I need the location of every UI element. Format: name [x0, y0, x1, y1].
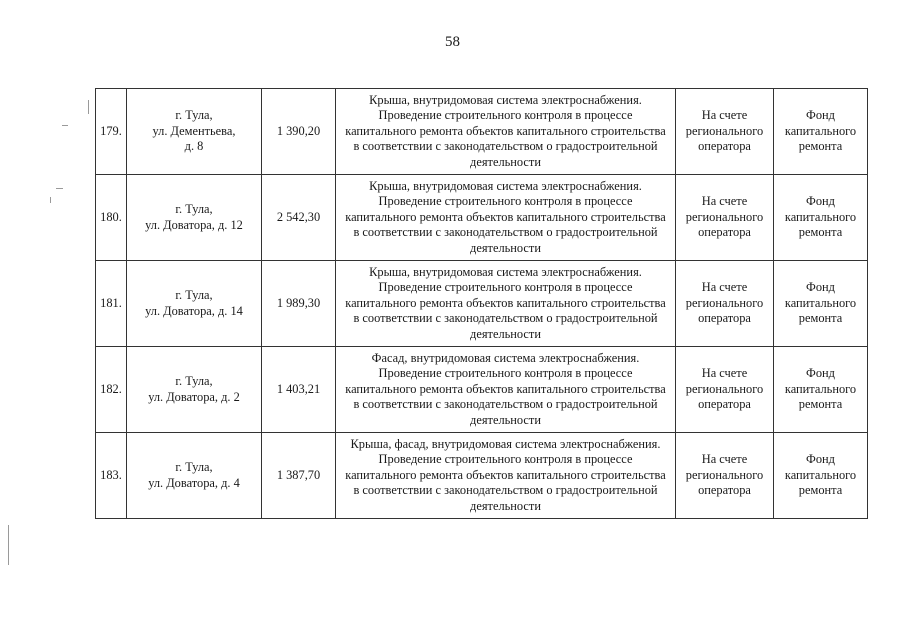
- table-row: [96, 175, 868, 261]
- cost-cell: 1 989,30: [262, 261, 336, 347]
- row-number: 182.: [96, 347, 127, 433]
- account-cell: На счете регионального оператора: [676, 89, 774, 175]
- cost-cell: 1 390,20: [262, 89, 336, 175]
- address-cell: г. Тула, ул. Доватора, д. 14: [127, 261, 262, 347]
- address-cell: г. Тула, ул. Доватора, д. 4: [127, 433, 262, 519]
- fund-cell: Фонд капитального ремонта: [774, 433, 868, 519]
- row-number: 180.: [96, 175, 127, 261]
- work-description-cell: Крыша, фасад, внутридомовая система электроснабжения. Проведение строительного контроля в процессе капитального ремонта объектов капитального строительства в соответствии с законодательством о градостроительной деятельности: [336, 433, 676, 519]
- work-description-cell: Крыша, внутридомовая система электроснабжения. Проведение строительного контроля в процессе капитального ремонта объектов капитального строительства в соответствии с законодательством о градостроительной деятельности: [336, 261, 676, 347]
- row-number: 181.: [96, 261, 127, 347]
- scan-mark: [50, 197, 51, 203]
- scan-mark: [62, 125, 68, 126]
- fund-cell: Фонд капитального ремонта: [774, 89, 868, 175]
- scan-mark: [8, 525, 9, 565]
- cost-cell: 1 387,70: [262, 433, 336, 519]
- account-cell: На счете регионального оператора: [676, 175, 774, 261]
- scan-mark: [88, 100, 89, 114]
- row-number: 183.: [96, 433, 127, 519]
- fund-cell: Фонд капитального ремонта: [774, 175, 868, 261]
- fund-cell: Фонд капитального ремонта: [774, 347, 868, 433]
- page-number: 58: [445, 34, 460, 50]
- cost-cell: 1 403,21: [262, 347, 336, 433]
- table-row: [96, 433, 868, 519]
- scan-mark: [56, 188, 63, 189]
- account-cell: На счете регионального оператора: [676, 433, 774, 519]
- table-row: [96, 261, 868, 347]
- work-description-cell: Крыша, внутридомовая система электроснабжения. Проведение строительного контроля в процессе капитального ремонта объектов капитального строительства в соответствии с законодательством о градостроительной деятельности: [336, 175, 676, 261]
- work-description-cell: Крыша, внутридомовая система электроснабжения. Проведение строительного контроля в процессе капитального ремонта объектов капитального строительства в соответствии с законодательством о градостроительной деятельности: [336, 89, 676, 175]
- fund-cell: Фонд капитального ремонта: [774, 261, 868, 347]
- address-cell: г. Тула, ул. Доватора, д. 12: [127, 175, 262, 261]
- row-number: 179.: [96, 89, 127, 175]
- table-row: [96, 89, 868, 175]
- repair-works-table: [95, 88, 868, 519]
- account-cell: На счете регионального оператора: [676, 347, 774, 433]
- cost-cell: 2 542,30: [262, 175, 336, 261]
- address-cell: г. Тула, ул. Дементьева, д. 8: [127, 89, 262, 175]
- address-cell: г. Тула, ул. Доватора, д. 2: [127, 347, 262, 433]
- account-cell: На счете регионального оператора: [676, 261, 774, 347]
- work-description-cell: Фасад, внутридомовая система электроснабжения. Проведение строительного контроля в процессе капитального ремонта объектов капитального строительства в соответствии с законодательством о градостроительной деятельности: [336, 347, 676, 433]
- table-row: [96, 347, 868, 433]
